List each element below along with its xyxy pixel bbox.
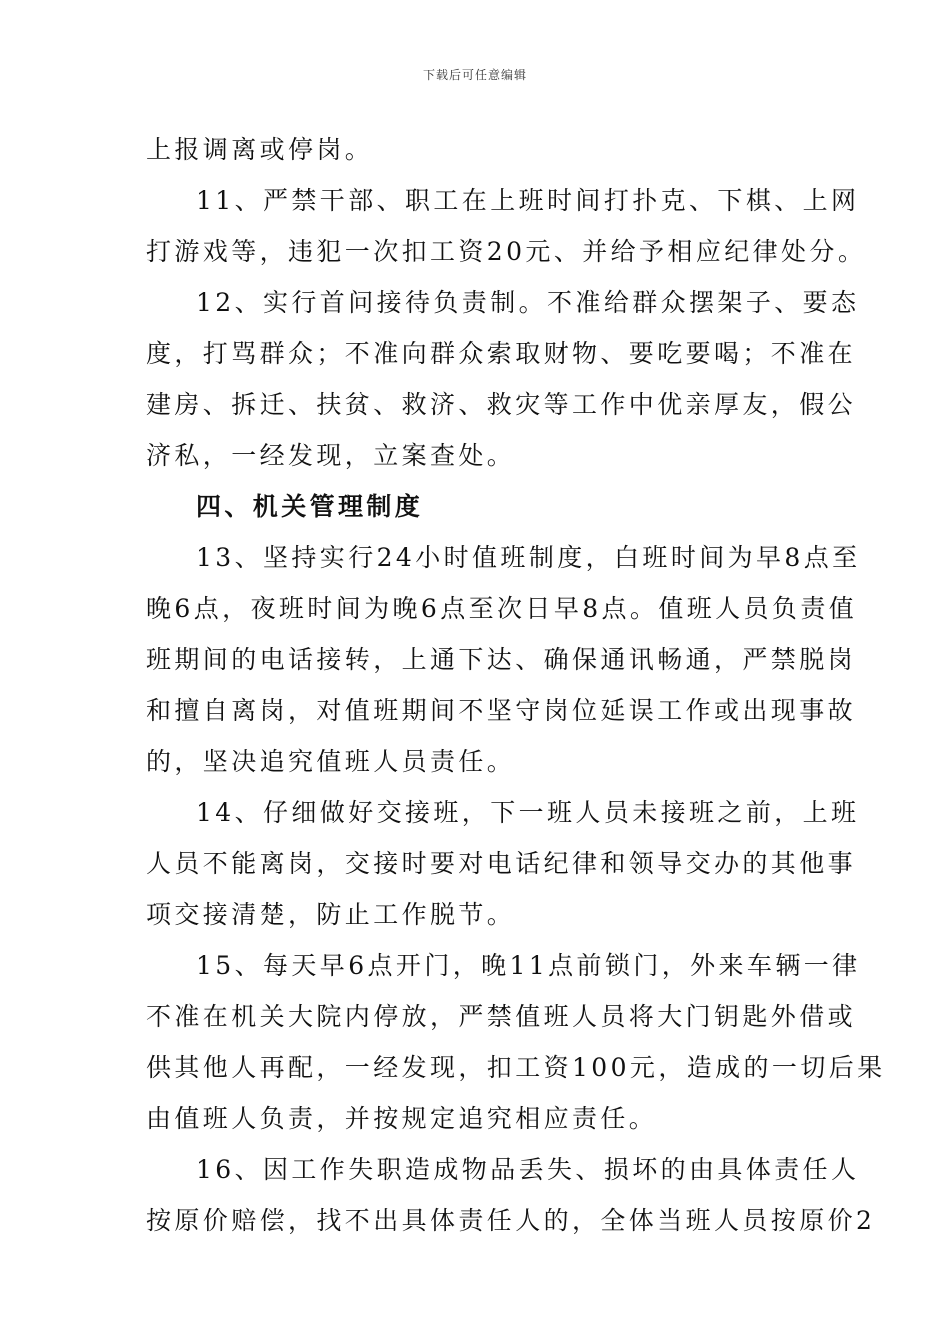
text-line: 建房、拆迁、扶贫、救济、救灾等工作中优亲厚友，假公 — [146, 390, 857, 419]
text-line: 班期间的电话接转，上通下达、确保通讯畅通，严禁脱岗 — [146, 645, 857, 674]
text-line: 度，打骂群众；不准向群众索取财物、要吃要喝；不准在 — [146, 339, 857, 368]
paragraph-14-line: 14、仔细做好交接班，下一班人员未接班之前，上班 — [196, 798, 860, 827]
text-line: 按原价赔偿，找不出具体责任人的，全体当班人员按原价2 — [146, 1206, 876, 1235]
document-body — [146, 124, 886, 1246]
text-line: 和擅自离岗，对值班期间不坚守岗位延误工作或出现事故 — [146, 696, 857, 725]
text-line: 济私，一经发现，立案查处。 — [146, 441, 516, 470]
paragraph-13-line: 13、坚持实行24小时值班制度，白班时间为早8点至 — [196, 543, 861, 572]
page-header: 下载后可任意编辑 — [422, 68, 527, 82]
paragraph-11-line: 11、严禁干部、职工在上班时间打扑克、下棋、上网 — [196, 186, 860, 215]
text-line: 不准在机关大院内停放，严禁值班人员将大门钥匙外借或 — [146, 1002, 857, 1031]
paragraph-16-line: 16、因工作失职造成物品丢失、损坏的由具体责任人 — [196, 1155, 860, 1184]
section-heading: 四、机关管理制度 — [196, 492, 424, 521]
text-line: 供其他人再配，一经发现，扣工资100元，造成的一切后果 — [146, 1053, 886, 1082]
text-line: 由值班人负责，并按规定追究相应责任。 — [146, 1104, 658, 1133]
text-line: 的，坚决追究值班人员责任。 — [146, 747, 516, 776]
paragraph-12-line: 12、实行首问接待负责制。不准给群众摆架子、要态 — [196, 288, 860, 317]
text-line: 晚6点，夜班时间为晚6点至次日早8点。值班人员负责值 — [146, 594, 858, 623]
paragraph-15-line: 15、每天早6点开门，晚11点前锁门，外来车辆一律 — [196, 951, 861, 980]
text-line: 打游戏等，违犯一次扣工资20元、并给予相应纪律处分。 — [146, 237, 867, 266]
text-line: 人员不能离岗，交接时要对电话纪律和领导交办的其他事 — [146, 849, 857, 878]
text-line: 项交接清楚，防止工作脱节。 — [146, 900, 516, 929]
text-line: 上报调离或停岗。 — [146, 135, 374, 164]
